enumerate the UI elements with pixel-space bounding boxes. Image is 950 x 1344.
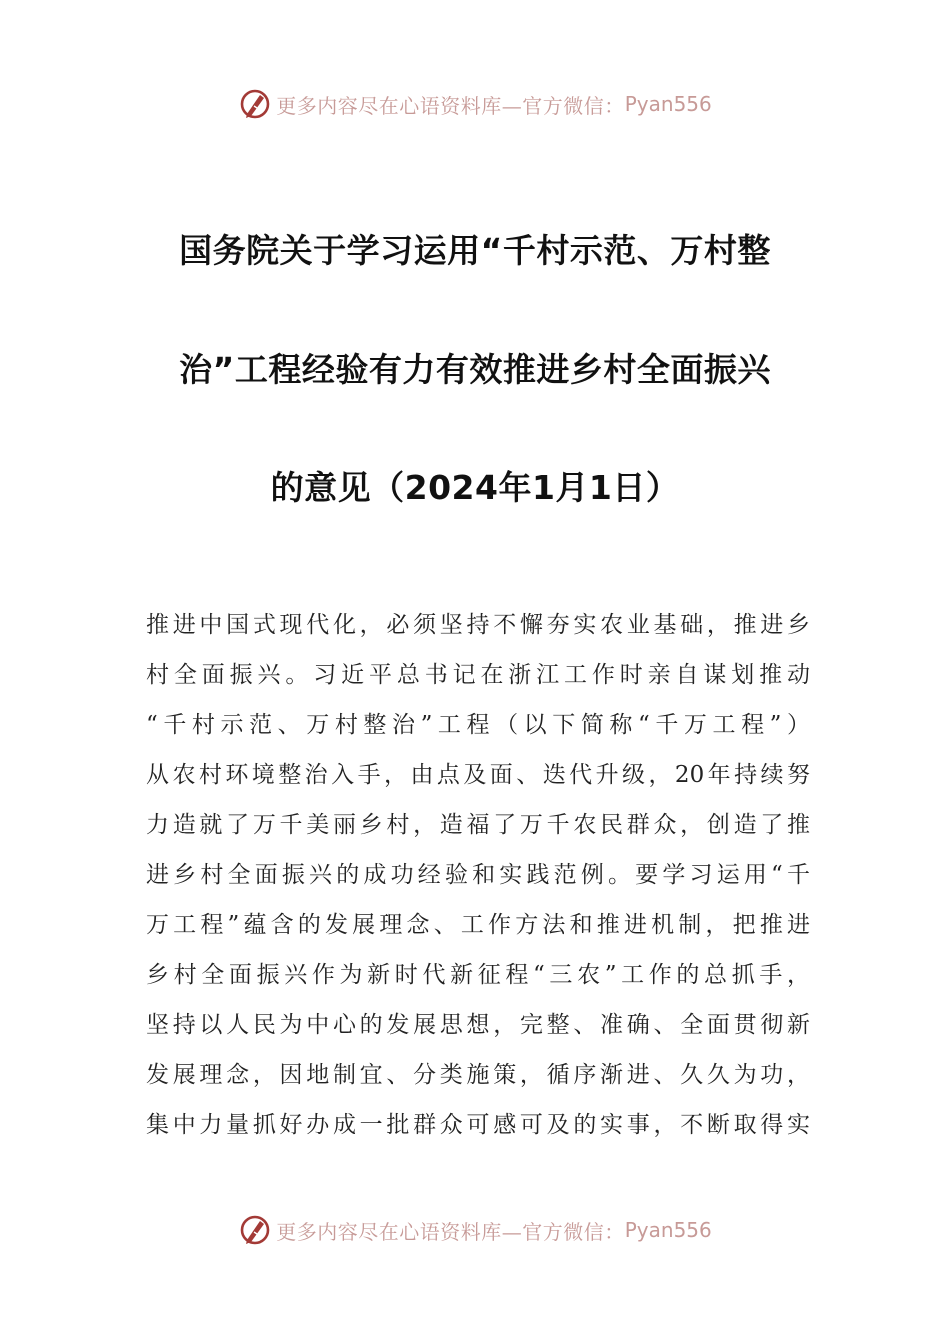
pen-nib-circle-icon — [238, 87, 272, 121]
body-line: 乡村全面振兴作为新时代新征程“三农”工作的总抓手， — [146, 962, 810, 988]
body-line: 发展理念，因地制宜、分类施策，循序渐进、久久为功， — [146, 1062, 810, 1088]
body-line: 力造就了万千美丽乡村，造福了万千农民群众，创造了推 — [146, 812, 810, 838]
document-title-line-1: 国务院关于学习运用“千村示范、万村整 — [179, 231, 771, 270]
header-banner — [0, 82, 950, 126]
body-line: 村全面振兴。习近平总书记在浙江工作时亲自谋划推动 — [146, 662, 810, 688]
body-line: 万工程”蕴含的发展理念、工作方法和推进机制，把推进 — [146, 912, 810, 938]
body-line: 集中力量抓好办成一批群众可感可及的实事，不断取得实 — [146, 1112, 810, 1138]
document-body — [146, 600, 810, 1150]
footer-banner — [0, 1208, 950, 1252]
body-line: 坚持以人民为中心的发展思想，完整、准确、全面贯彻新 — [146, 1012, 810, 1038]
document-title-line-3: 的意见（2024年1月1日） — [270, 468, 680, 507]
body-line: 推进中国式现代化，必须坚持不懈夯实农业基础，推进乡 — [146, 612, 810, 638]
body-line: 进乡村全面振兴的成功经验和实践范例。要学习运用“千 — [146, 862, 810, 888]
pen-nib-circle-icon — [238, 1213, 272, 1247]
banner-wechat-id: Pyan556 — [624, 1218, 712, 1242]
banner-text: 更多内容尽在心语资料库—官方微信： — [276, 93, 625, 118]
banner-text: 更多内容尽在心语资料库—官方微信： — [276, 1219, 625, 1244]
body-line: 从农村环境整治入手，由点及面、迭代升级，20年持续努 — [146, 762, 810, 788]
banner-wechat-id: Pyan556 — [624, 92, 712, 116]
document-title-line-2: 治”工程经验有力有效推进乡村全面振兴 — [179, 350, 771, 389]
body-line: “千村示范、万村整治”工程（以下简称“千万工程”） — [146, 712, 810, 738]
